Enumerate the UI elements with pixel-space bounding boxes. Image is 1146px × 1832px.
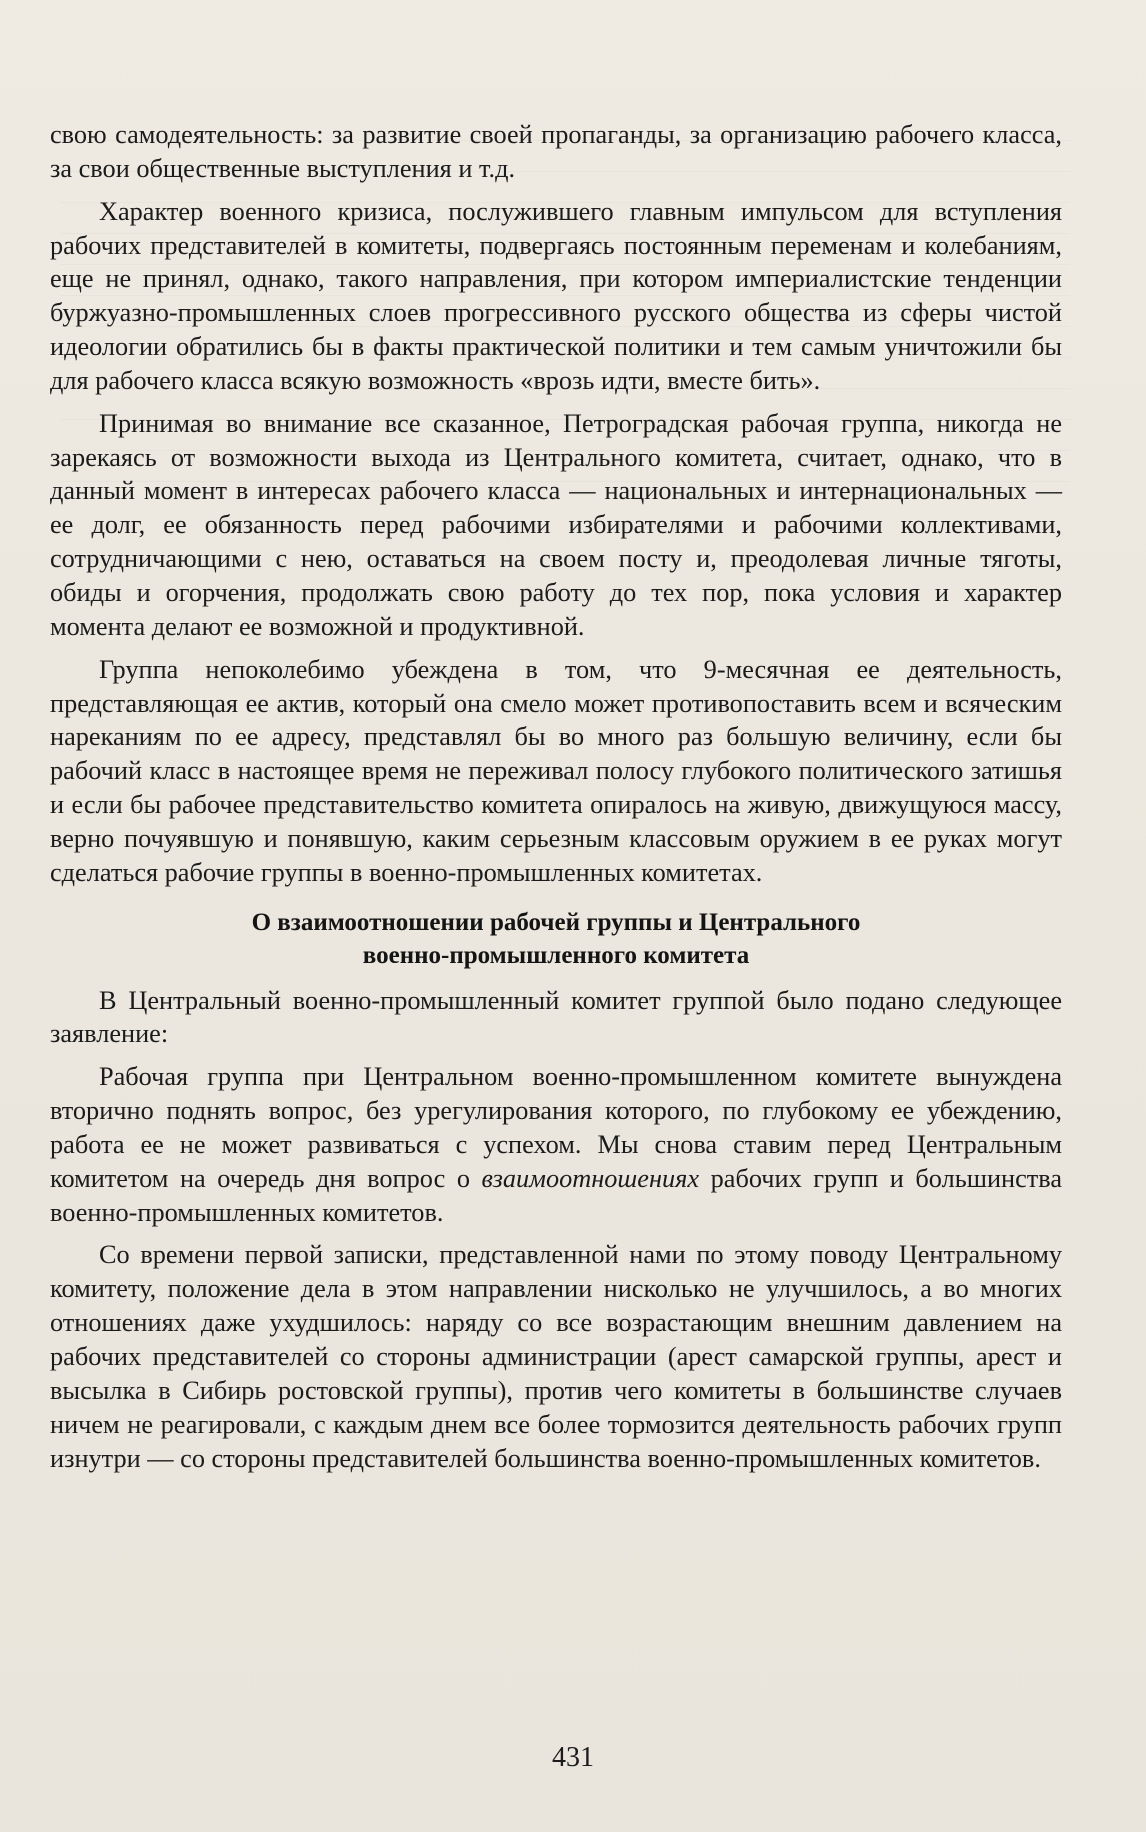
paragraph: Принимая во внимание все сказанное, Петроградская рабочая группа, никогда не зарекаясь от возможности выхода из Центрального комитета, считает, однако, что в данный момент в интересах рабочего класса — национальных и интернациональных — ее долг, ее обязанность перед рабочими избирателями и рабочими коллективами, сотрудничающими с нею, оставаться на своем посту и, преодолевая личные тяготы, обиды и огорчения, продолжать свою работу до тех пор, пока условия и характер момента делают ее возможной и продуктивной.	[50, 408, 1062, 641]
statement-text-end: рабочих групп и большинства военно-промышленных комитетов.	[50, 1163, 1062, 1227]
italic-emphasis: взаимоотношениях	[481, 1163, 700, 1193]
body-text	[50, 118, 1062, 1475]
paragraph: В Центральный военно-промышленный комитет группой было подано следующее заявление:	[50, 985, 1062, 1049]
section-heading-line-2: военно-промышленного комитета	[362, 941, 750, 969]
statement-text: Рабочая группа при Центральном военно-промышленном комитете вынуждена вторично поднять вопрос, без урегулирования которого, по глубокому ее убеждению, работа ее не может развиваться с успехом.	[50, 1062, 1062, 1159]
paragraph-continuation: свою самодеятельность: за развитие своей пропаганды, за организацию рабочего класса, за свои общественные выступления и т.д.	[50, 120, 1062, 183]
section-heading	[50, 906, 1062, 972]
paragraph: Характер военного кризиса, послужившего главным импульсом для вступления рабочих представителей в комитеты, подвергаясь постоянным переменам и колебаниям, еще не принял, однако, такого направления, при котором империалистские тенденции буржуазно-промышленных слоев прогрессивного русского общества из сферы чистой идеологии обратились бы в факты практической политики и тем самым уничтожили бы для рабочего класса всякую возможность «врозь идти, вместе бить».	[50, 196, 1062, 395]
paragraph	[50, 1060, 1062, 1229]
paragraph: Группа непоколебимо убеждена в том, что 9-месячная ее деятельность, представляющая ее актив, который она смело может противопоставить всем и всяческим нареканиям по ее адресу, представлял бы во много раз большую величину, если бы рабочий класс в настоящее время не переживал полосу глубокого политического затишья и если бы рабочее представительство комитета опиралось на живую, движущуюся массу, верно почуявшую и понявшую, каким серьезным классовым оружием в ее руках могут сделаться рабочие группы в военно-промышленных комитетах.	[50, 654, 1062, 887]
section-heading-line-1: О взаимоотношении рабочей группы и Центрального	[251, 908, 861, 936]
page-number: 431	[552, 1742, 594, 1773]
paragraph: Со времени первой записки, представленной нами по этому поводу Центральному комитету, положение дела в этом направлении нисколько не улучшилось, а во многих отношениях даже ухудшилось: наряду со все возрастающим внешним давлением на рабочих представителей со стороны администрации (арест самарской группы, арест и высылка в Сибирь ростовской группы), против чего комитеты в большинстве случаев ничем не реагировали, с каждым днем все более тормозится деятельность рабочих групп изнутри — со стороны представителей большинства военно-промышленных комитетов.	[50, 1240, 1062, 1473]
statement-text-cont: Мы снова ставим перед Центральным комитетом на очередь дня вопрос о	[50, 1129, 1062, 1193]
